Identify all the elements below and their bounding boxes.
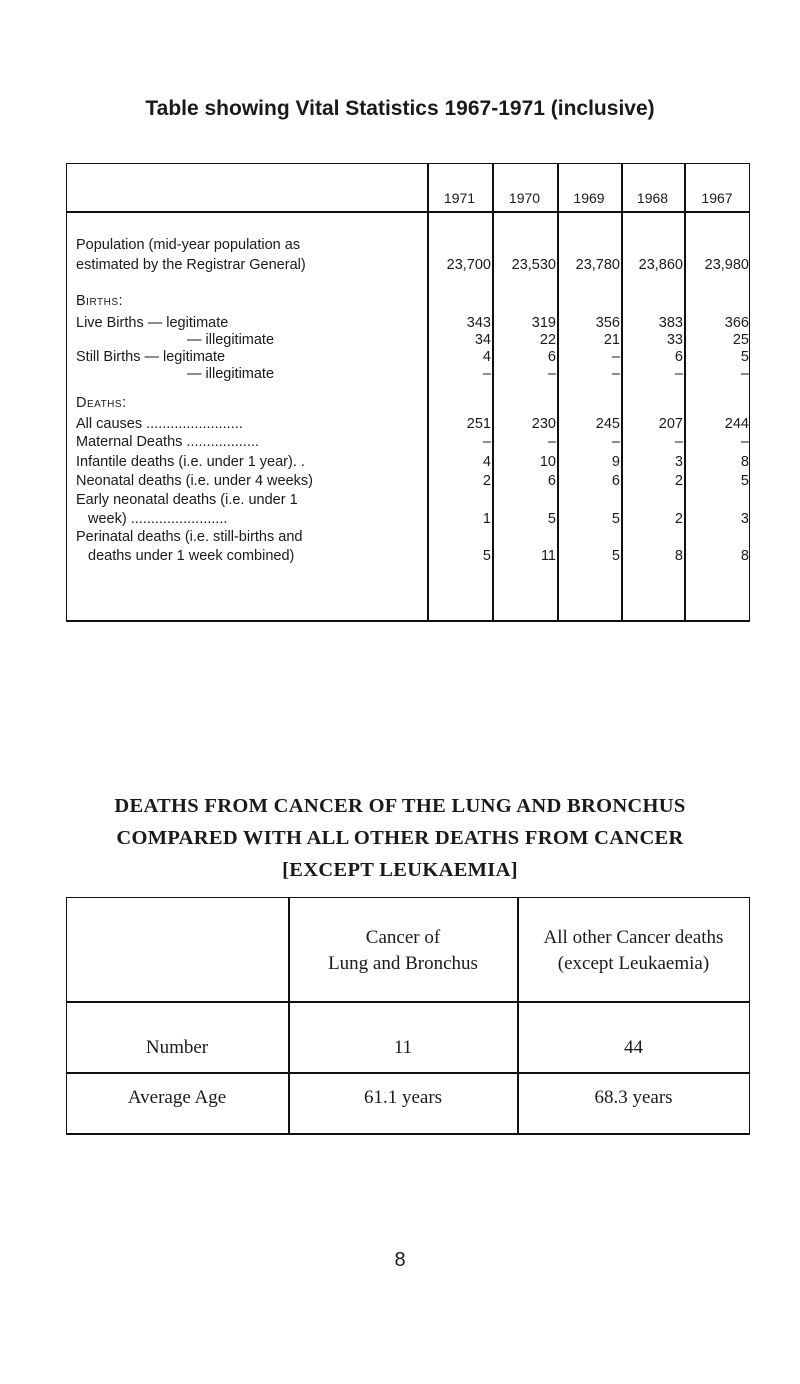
table-cell: – — [482, 366, 491, 382]
column-header: Lung and Bronchus — [328, 953, 478, 974]
table-cell: 245 — [595, 416, 620, 432]
table-cell: 230 — [531, 416, 556, 432]
table-cell: 10 — [539, 454, 556, 470]
table-cell: 5 — [611, 548, 620, 564]
table-cell: 11 — [393, 1037, 413, 1058]
table-cell: – — [611, 349, 620, 365]
table2-title: [EXCEPT LEUKAEMIA] — [282, 859, 518, 881]
table-cell: 6 — [547, 349, 556, 365]
row-label: Perinatal deaths (i.e. still-births and — [76, 529, 303, 545]
table-cell: 22 — [539, 332, 556, 348]
table-cell: 11 — [540, 548, 556, 564]
table-cell: 8 — [740, 454, 749, 470]
year-header: 1967 — [701, 190, 733, 206]
table-cell: 34 — [474, 332, 491, 348]
row-label: All causes ........................ — [76, 416, 243, 432]
row-label: Number — [145, 1037, 209, 1058]
cancer-deaths-table — [66, 897, 750, 1135]
table-cell: – — [740, 434, 749, 450]
table2-title: DEATHS FROM CANCER OF THE LUNG AND BRONCHUS — [114, 795, 686, 817]
table-cell: 6 — [547, 473, 556, 489]
table-cell: – — [740, 366, 749, 382]
column-header: All other Cancer deaths — [543, 927, 724, 948]
year-header: 1969 — [573, 190, 605, 206]
row-label: Still Births — legitimate — [76, 349, 226, 365]
table2-title: COMPARED WITH ALL OTHER DEATHS FROM CANCER — [116, 827, 684, 849]
table-cell: 356 — [595, 315, 620, 331]
population-value: 23,700 — [446, 257, 491, 273]
row-label: — illegitimate — [187, 366, 275, 382]
row-label: Infantile deaths (i.e. under 1 year). . — [76, 454, 305, 470]
table-cell: 8 — [740, 548, 749, 564]
population-value: 23,780 — [575, 257, 620, 273]
row-label: Neonatal deaths (i.e. under 4 weeks) — [76, 473, 313, 489]
table-cell: 5 — [547, 511, 556, 527]
table-cell: 25 — [732, 332, 749, 348]
table-cell: 383 — [658, 315, 683, 331]
deaths-heading: Deaths: — [76, 395, 127, 411]
year-header: 1970 — [508, 190, 541, 206]
row-label: Live Births — legitimate — [76, 315, 229, 331]
table-cell: 3 — [740, 511, 749, 527]
column-header: Cancer of — [365, 927, 441, 948]
table-cell: – — [482, 434, 491, 450]
table-cell: 5 — [482, 548, 491, 564]
table-cell: 44 — [624, 1037, 643, 1058]
row-label: week) ........................ — [88, 511, 228, 527]
row-label: Average Age — [127, 1087, 227, 1108]
table-cell: 207 — [658, 416, 683, 432]
table-cell: – — [547, 434, 556, 450]
table-cell: 61.1 years — [363, 1087, 443, 1108]
table-cell: 366 — [724, 315, 749, 331]
year-header: 1971 — [443, 190, 476, 206]
table-cell: 2 — [674, 473, 683, 489]
table-cell: 8 — [674, 548, 683, 564]
table-cell: 251 — [466, 416, 491, 432]
page-number: 8 — [394, 1249, 406, 1271]
table-cell: 244 — [724, 416, 749, 432]
row-label: — illegitimate — [187, 332, 275, 348]
table-cell: 2 — [482, 473, 491, 489]
table-cell: 4 — [482, 454, 491, 470]
table-cell: – — [611, 366, 620, 382]
table-cell: 1 — [482, 511, 491, 527]
vital-statistics-table — [66, 163, 750, 620]
row-label: Maternal Deaths .................. — [76, 434, 259, 450]
population-value: 23,530 — [511, 257, 556, 273]
population-value: 23,980 — [704, 257, 749, 273]
table-cell: 68.3 years — [594, 1087, 673, 1108]
births-heading: Births: — [76, 293, 124, 309]
population-label: Population (mid-year population as — [76, 237, 301, 253]
table-cell: 5 — [740, 473, 749, 489]
table-cell: – — [674, 366, 683, 382]
population-label: estimated by the Registrar General) — [76, 257, 306, 273]
row-label: Early neonatal deaths (i.e. under 1 — [76, 492, 298, 508]
table-cell: 2 — [674, 511, 683, 527]
table-cell: 343 — [466, 315, 491, 331]
table-cell: 5 — [740, 349, 749, 365]
table-cell: 9 — [611, 454, 620, 470]
table-cell: 6 — [611, 473, 620, 489]
table-cell: 21 — [603, 332, 620, 348]
table-cell: – — [674, 434, 683, 450]
table1-title: Table showing Vital Statistics 1967-1971 (inclusive) — [145, 97, 655, 120]
table-cell: 319 — [531, 315, 556, 331]
row-label: deaths under 1 week combined) — [88, 548, 295, 564]
table-cell: 3 — [674, 454, 683, 470]
table-cell: – — [611, 434, 620, 450]
table-cell: 4 — [482, 349, 491, 365]
population-value: 23,860 — [638, 257, 683, 273]
table-cell: 6 — [674, 349, 683, 365]
year-header: 1968 — [636, 190, 669, 206]
table-cell: – — [547, 366, 556, 382]
table-cell: 33 — [666, 332, 683, 348]
table-cell: 5 — [611, 511, 620, 527]
column-header: (except Leukaemia) — [557, 953, 710, 974]
